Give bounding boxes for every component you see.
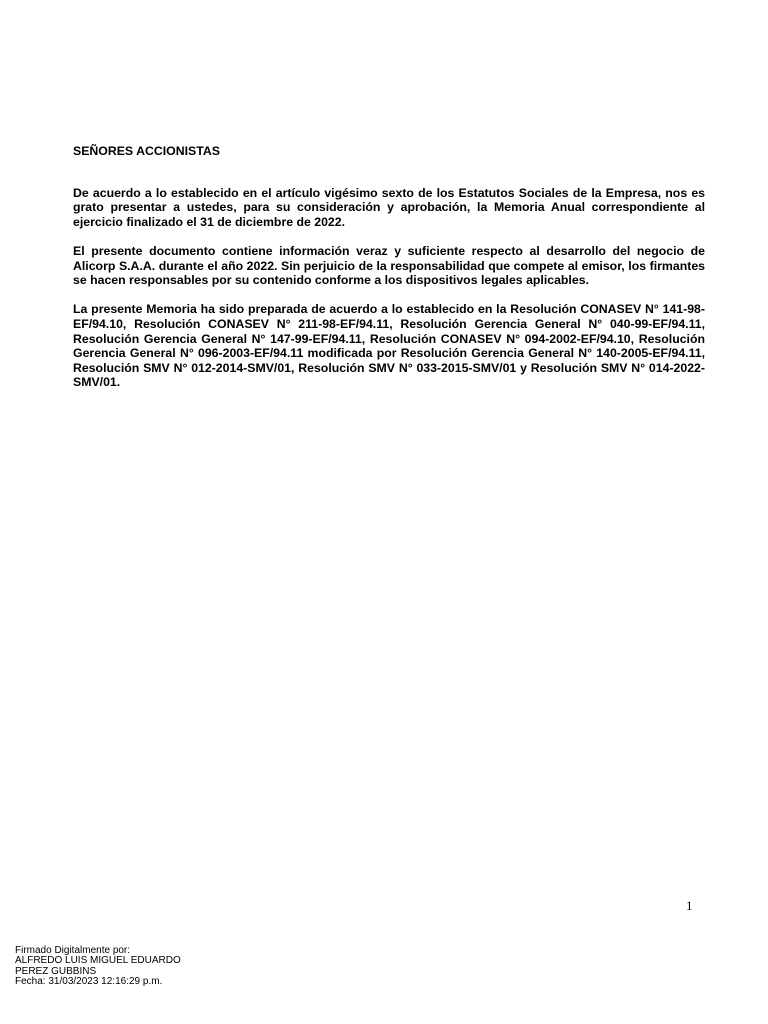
- paragraph-responsibility: El presente documento contiene información veraz y suficiente respecto al desarrollo del negocio de Alicorp S.A.A. durante el año 2022. Sin perjuicio de la responsabilidad que compete al emisor, los firmantes se hacen responsables por su contenido conforme a los dispositivos legales aplicables.: [73, 243, 705, 288]
- letter-heading: SEÑORES ACCIONISTAS: [73, 144, 220, 158]
- signature-label: Firmado Digitalmente por:: [15, 945, 131, 956]
- signer-name-line1: ALFREDO LUIS MIGUEL EDUARDO: [15, 955, 181, 967]
- signer-name-line2: PEREZ GUBBINS: [15, 965, 97, 977]
- signature-date: Fecha: 31/03/2023 12:16:29 p.m.: [15, 975, 163, 987]
- letter-body: [73, 144, 705, 405]
- digital-signature-block: [15, 946, 181, 987]
- page-number: 1: [686, 898, 693, 913]
- paragraph-intro: De acuerdo a lo establecido en el artículo vigésimo sexto de los Estatutos Sociales de la Empresa, nos es grato presentar a ustedes, para su consideración y aprobación, la Memoria Anual correspondiente al ejercicio finalizado el 31 de diciembre de 2022.: [73, 185, 705, 229]
- paragraph-regulations: La presente Memoria ha sido preparada de acuerdo a lo establecido en la Resolución CONASEV N° 141-98-EF/94.10, Resolución CONASEV N° 211-98-EF/94.11, Resolución Gerencia General N° 040-99-EF/94.11, Resolución Gerencia General N° 147-99-EF/94.11, Resolución CONASEV N° 094-2002-EF/94.10, Resolución Gerencia General N° 096-2003-EF/94.11 modificada por Resolución Gerencia General N° 140-2005-EF/94.11, Resolución SMV N° 012-2014-SMV/01, Resolución SMV N° 033-2015-SMV/01 y Resolución SMV N° 014-2022-SMV/01.: [73, 302, 705, 390]
